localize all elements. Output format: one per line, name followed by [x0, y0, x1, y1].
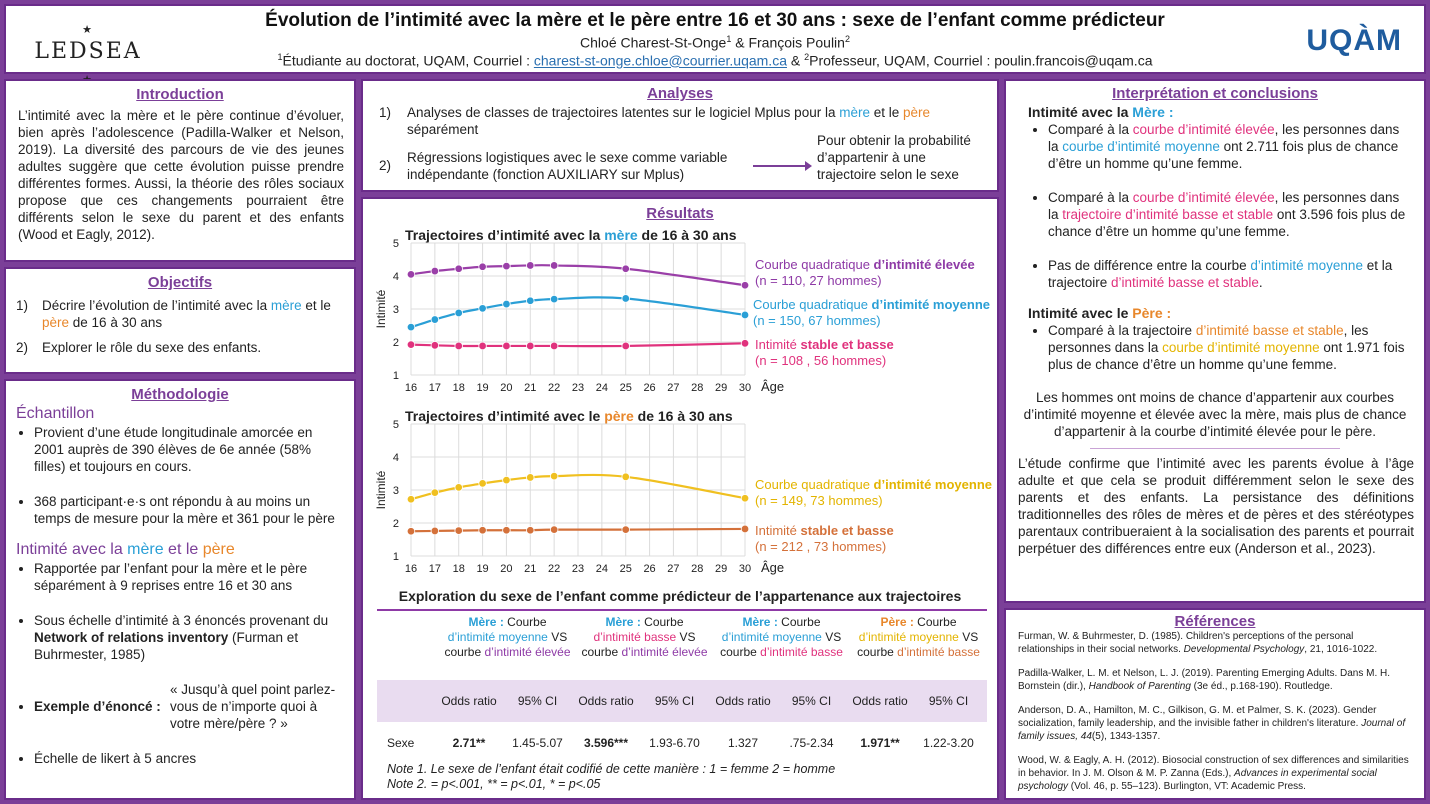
data-point: [550, 262, 558, 270]
refs-title: Références: [1174, 613, 1256, 630]
data-point: [503, 262, 511, 270]
ref-item: Furman, W. & Buhrmester, D. (1985). Children's perceptions of the personal relationships in their social networks. Developmental Psychology, 21, 1016-1022.: [1018, 631, 1378, 655]
analyses-panel: [361, 79, 999, 192]
intro-panel: [4, 79, 356, 262]
data-point: [741, 525, 749, 533]
table-title: Exploration du sexe de l’enfant comme prédicteur de l’appartenance aux trajectoires: [398, 588, 962, 604]
data-point: [455, 527, 463, 535]
objectifs-panel: [4, 267, 356, 374]
interp-mere-heading: Intimité avec la Mère :: [1028, 104, 1174, 120]
intro-title: Introduction: [136, 86, 224, 103]
data-point: [526, 342, 534, 350]
data-point: [741, 494, 749, 502]
y-tick-label: 5: [392, 238, 399, 250]
table-row: [439, 725, 989, 761]
x-tick-label: 22: [548, 382, 561, 394]
x-tick-label: 17: [428, 563, 441, 575]
data-point: [622, 295, 630, 303]
data-point: [479, 342, 487, 350]
data-point: [550, 295, 558, 303]
analyse-2: 2) Régressions logistiques avec le sexe comme variable indépendante (fonction AUXILIARY sur Mplus) Pour obtenir la probabilité d’appartenir à une trajectoire selon le sexe: [379, 133, 971, 182]
y-tick-label: 3: [392, 485, 399, 497]
data-point: [526, 526, 534, 534]
interp-bullet: • Comparé à la courbe d’intimité élevée, les personnes dans la trajectoire d’intimité basse et stable ont 3.596 fois plus de chance d’être un homme qu’une femme.: [1048, 189, 1412, 240]
y-tick-label: 4: [392, 271, 399, 283]
arrow-icon: [751, 159, 813, 173]
data-point: [550, 342, 558, 350]
data-point: [622, 265, 630, 273]
refs-panel: [1004, 608, 1426, 800]
data-point: [550, 526, 558, 534]
y-tick-label: 2: [392, 337, 399, 349]
table-cell-ci: 1.22-3.20: [923, 736, 974, 750]
data-point: [526, 262, 534, 270]
data-point: [431, 316, 439, 324]
data-point: [526, 474, 534, 482]
data-point: [479, 480, 487, 488]
methodo-title: Méthodologie: [131, 386, 229, 403]
methodo-bullet: • Rapportée par l’enfant pour la mère et le père séparément à 9 reprises entre 16 et 30 ans: [34, 560, 344, 594]
intro-text: L’intimité avec la mère et le père continue d’évoluer, bien après l’adolescence (Padilla-Walker et Nelson, 2019). La diversité des parcours de vie des jeunes adultes suggère que cette évolution puisse prendre différentes formes. Aussi, la théorie des rôles sociaux propose que ces changements pourraient être différents selon le sexe du parent et des enfants (Wood et Eagly, 2012).: [18, 108, 344, 242]
x-tick-label: 21: [524, 563, 537, 575]
table-cell-or: 2.71**: [452, 736, 486, 750]
y-axis-label: Intimité: [374, 289, 388, 329]
x-tick-label: 21: [524, 382, 537, 394]
x-tick-label: 24: [595, 382, 608, 394]
echantillon-heading: Échantillon: [16, 405, 95, 422]
table-cell-ci: .75-2.34: [789, 736, 834, 750]
data-point: [503, 342, 511, 350]
col-odds-ratio: Odds ratio: [441, 694, 497, 708]
x-tick-label: 20: [500, 382, 513, 394]
data-point: [550, 472, 558, 480]
interp-summary: Les hommes ont moins de chance d’appartenir aux courbes d’intimité moyenne et élevée avec la mère, mais plus de chance d’appartenir à la courbe d’intimité élevée pour le père.: [1023, 390, 1407, 439]
poster-authors: Chloé Charest-St-Onge$^1$ & François Poulin$^2$: [580, 34, 850, 51]
data-point: [431, 342, 439, 350]
x-tick-label: 28: [691, 382, 704, 394]
legend-pere-moyenne: Courbe quadratique d’intimité moyenne (n = 149, 73 hommes): [755, 477, 992, 508]
x-tick-label: 28: [691, 563, 704, 575]
table-group-header: Mère : Courbe d’intimité moyenne VS courbe d’intimité élevée: [444, 615, 571, 659]
col-ci: 95% CI: [928, 694, 969, 708]
x-tick-label: 16: [404, 563, 418, 575]
x-tick-label: 25: [619, 382, 632, 394]
data-point: [407, 271, 415, 279]
legend-mere-elevee: Courbe quadratique d’intimité élevée (n = 110, 27 hommes): [755, 257, 975, 288]
x-tick-label: 19: [476, 382, 489, 394]
x-tick-label: 26: [643, 382, 656, 394]
y-tick-label: 1: [392, 551, 399, 563]
objectif-2: 2) Explorer le rôle du sexe des enfants.: [16, 340, 262, 355]
col-odds-ratio: Odds ratio: [852, 694, 908, 708]
y-tick-label: 3: [392, 304, 399, 316]
x-tick-label: 23: [571, 563, 585, 575]
ref-item: Wood, W. & Eagly, A. H. (2012). Biosocial construction of sex differences and similarities in behavior. In J. M. Olson & M. P. Zanna (Eds.), Advances in experimental social psychology (Vol. 46, p. 55–123). Burlington, VT: Academic Press.: [1018, 755, 1409, 792]
email-link[interactable]: charest-st-onge.chloe@courrier.uqam.ca: [533, 52, 787, 69]
data-point: [407, 495, 415, 503]
data-point: [455, 342, 463, 350]
col-odds-ratio: Odds ratio: [715, 694, 771, 708]
table-note-2: Note 2. = p<.001, ** = p<.01, * = p<.05: [387, 777, 601, 791]
x-tick-label: 29: [715, 563, 728, 575]
poster-title: Évolution de l’intimité avec la mère et le père entre 16 et 30 ans : sexe de l’enfant comme prédicteur: [265, 10, 1165, 31]
data-point: [741, 340, 749, 348]
x-tick-label: 17: [428, 382, 441, 394]
interp-bullet: • Comparé à la courbe d’intimité élevée, les personnes dans la courbe d’intimité moyenne ont 2.711 fois plus de chance d’être un homme qu’une femme.: [1048, 121, 1412, 172]
methodo-bullet: • Provient d’une étude longitudinale amorcée en 2001 auprès de 390 élèves de 6e année (58% filles) et toujours en cours.: [34, 424, 344, 475]
table-row-label: Sexe: [387, 736, 415, 750]
methodo-panel: [4, 379, 356, 800]
y-tick-label: 5: [392, 419, 399, 431]
analyse-1: 1) Analyses de classes de trajectoires latentes sur le logiciel Mplus pour la mère et le père séparément: [379, 105, 931, 137]
table-group-header: Mère : Courbe d’intimité basse VS courbe d’intimité élevée: [581, 615, 708, 659]
resultats-panel: [361, 197, 999, 800]
data-point: [479, 305, 487, 313]
objectifs-title: Objectifs: [147, 274, 213, 291]
interp-bullet: • Comparé à la trajectoire d’intimité basse et stable, les personnes dans la courbe d’intimité moyenne ont 1.971 fois plus de chance d’être un homme qu’une femme.: [1048, 322, 1412, 373]
x-tick-label: 30: [738, 563, 752, 575]
x-tick-label: 27: [667, 382, 680, 394]
data-point: [407, 527, 415, 535]
data-point: [455, 265, 463, 273]
table-cell-or: 1.327: [727, 736, 759, 750]
col-ci: 95% CI: [791, 694, 832, 708]
legend-mere-basse: Intimité stable et basse (n = 108 , 56 hommes): [755, 337, 894, 368]
interp-panel: [1004, 79, 1426, 603]
data-point: [503, 476, 511, 484]
table-cell-or: 3.596***: [583, 736, 629, 750]
x-axis-label: Âge: [761, 560, 785, 575]
objectif-1: 1) Décrire l’évolution de l’intimité avec la mère et le père de 16 à 30 ans: [16, 298, 331, 330]
table-group-headers: [439, 615, 989, 660]
x-tick-label: 25: [619, 563, 632, 575]
interp-conclusion: L’étude confirme que l’intimité avec les parents évolue à l’âge adulte et que cela se produit différemment selon le sexe des parents et des enfants. La persistance des définitions traditionnelles des rôles de mères et de pères et des stéréotypes parentaux contribueraient à la socialisation des parents et pourrait perpétuer des différences entre eux (Anderson et al., 2023).: [1018, 456, 1414, 556]
ledsea-logo: ★ LEDSEA: [34, 23, 142, 64]
col-ci: 95% CI: [517, 694, 558, 708]
table-cell-ci: 1.93-6.70: [649, 736, 700, 750]
table-note-1: Note 1. Le sexe de l’enfant était codifié de cette manière : 1 = femme 2 = homme: [387, 762, 836, 776]
data-point: [622, 342, 630, 350]
y-tick-label: 1: [392, 370, 399, 382]
data-point: [407, 323, 415, 331]
data-point: [503, 300, 511, 308]
y-tick-label: 2: [392, 518, 399, 530]
x-tick-label: 20: [500, 563, 513, 575]
table-top-rule: [377, 609, 987, 611]
data-point: [455, 309, 463, 317]
table-group-header: Mère : Courbe d’intimité moyenne VS courbe d’intimité basse: [720, 615, 843, 659]
x-axis-label: Âge: [761, 379, 785, 394]
interp-divider: [1090, 448, 1340, 449]
data-point: [407, 341, 415, 349]
interp-bullet: • Pas de différence entre la courbe d’intimité moyenne et la trajectoire d’intimité basse et stable.: [1048, 257, 1412, 291]
y-tick-label: 4: [392, 452, 399, 464]
data-point: [741, 311, 749, 319]
methodo-bullet: • 368 participant·e·s ont répondu à au moins un temps de mesure pour la mère et 361 pour le père: [34, 493, 344, 527]
chart2-title: Trajectoires d’intimité avec le père de 16 à 30 ans: [405, 408, 733, 424]
legend-mere-moyenne: Courbe quadratique d’intimité moyenne (n = 150, 67 hommes): [753, 297, 990, 328]
intimite-heading: Intimité avec la mère et le père: [16, 541, 235, 558]
x-tick-label: 18: [452, 382, 465, 394]
table-group-header: Père : Courbe d’intimité moyenne VS courbe d’intimité basse: [857, 615, 980, 659]
x-tick-label: 29: [715, 382, 728, 394]
interp-title: Interprétation et conclusions: [1112, 85, 1318, 102]
data-point: [431, 489, 439, 497]
data-point: [479, 263, 487, 271]
ref-item: Padilla-Walker, L. M. et Nelson, L. J. (2019). Parenting Emerging Adults. Dans M. H. Bornstein (dir.), Handbook of Parenting (3e éd., p.168-190). Routledge.: [1018, 668, 1391, 692]
x-tick-label: 19: [476, 563, 489, 575]
col-odds-ratio: Odds ratio: [578, 694, 634, 708]
data-point: [526, 297, 534, 305]
uqam-logo: UQÀM: [1306, 24, 1402, 57]
data-point: [455, 484, 463, 492]
data-point: [622, 526, 630, 534]
resultats-title: Résultats: [646, 205, 714, 222]
data-point: [503, 526, 511, 534]
data-point: [479, 526, 487, 534]
methodo-bullet: • Sous échelle d’intimité à 3 énoncés provenant du Network of relations inventory (Furman et Buhrmester, 1985): [34, 612, 344, 663]
data-point: [741, 281, 749, 289]
chart1-title: Trajectoires d’intimité avec la mère de 16 à 30 ans: [405, 227, 737, 243]
y-axis-label: Intimité: [374, 470, 388, 510]
methodo-bullet: • Échelle de likert à 5 ancres: [34, 750, 344, 767]
poster-affiliations: $^1$Étudiante au doctorat, UQAM, Courriel : charest-st-onge.chloe@courrier.uqam.ca & $^2$Professeur, UQAM, Courriel : poulin.francois@uqam.ca: [277, 52, 1153, 69]
table-subheader-cells: [439, 680, 989, 722]
x-tick-label: 18: [452, 563, 465, 575]
chart-pere: [367, 416, 785, 584]
col-ci: 95% CI: [654, 694, 695, 708]
x-tick-label: 23: [571, 382, 585, 394]
table-cell-ci: 1.45-5.07: [512, 736, 563, 750]
data-point: [431, 267, 439, 275]
x-tick-label: 16: [404, 382, 418, 394]
table-cell-or: 1.971**: [860, 736, 900, 750]
header-panel: [4, 4, 1426, 74]
chart-mere: [367, 235, 785, 403]
x-tick-label: 22: [548, 563, 561, 575]
data-point: [431, 527, 439, 535]
x-tick-label: 24: [595, 563, 608, 575]
x-tick-label: 30: [738, 382, 752, 394]
methodo-bullet: • Exemple d’énoncé : « Jusqu’à quel point parlez-vous de n’importe quoi à votre mère/père ? »: [34, 681, 344, 732]
x-tick-label: 26: [643, 563, 656, 575]
x-tick-label: 27: [667, 563, 680, 575]
analyses-title: Analyses: [647, 85, 713, 102]
ref-item: Anderson, D. A., Hamilton, M. C., Gilkison, G. M. et Palmer, S. K. (2023). Gender socialization, family leadership, and the invisible father in children's literature. Journal of family issues, 44(5), 1343-1357.: [1018, 705, 1406, 742]
data-point: [622, 473, 630, 481]
legend-pere-basse: Intimité stable et basse (n = 212 , 73 hommes): [755, 523, 894, 554]
interp-pere-heading: Intimité avec le Père :: [1028, 305, 1172, 321]
